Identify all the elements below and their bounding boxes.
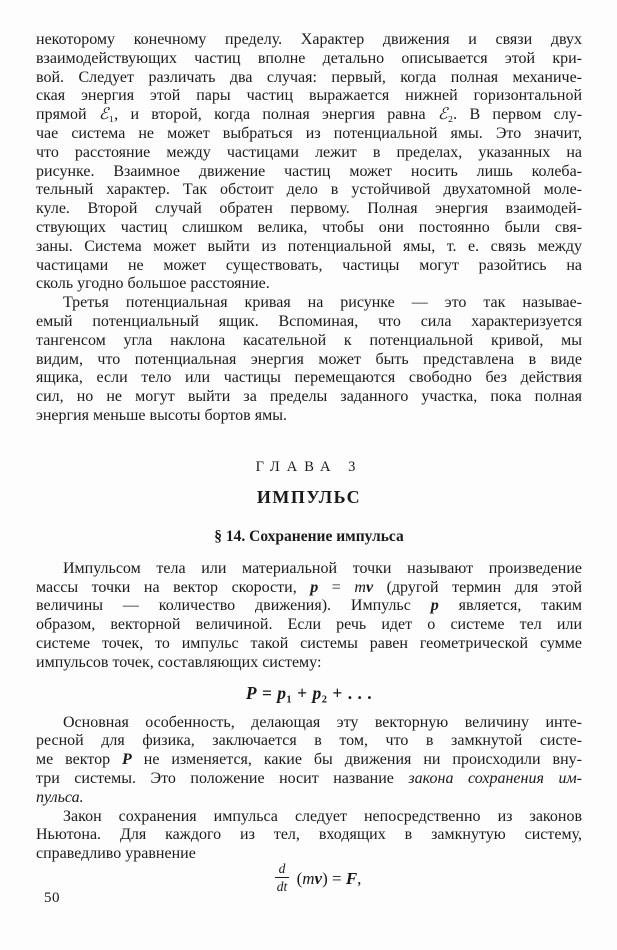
fraction-denominator: dt [276, 879, 288, 895]
text-line [36, 163, 582, 182]
text-run: куле. Второй случай обратен первому. Полная энергия взаимодей- [36, 200, 582, 218]
text-run: p [312, 682, 322, 703]
paragraph [36, 714, 582, 808]
formula-newton [36, 860, 582, 898]
text-run: , [357, 868, 362, 888]
text-run: емый потенциальный ящик. Вспоминая, что сила характеризуется [36, 312, 582, 330]
text-run: ₂ [447, 106, 454, 124]
text-line [36, 31, 582, 50]
text-run: тангенсом угла наклона касательной к потенциальной кривой, мы [36, 331, 582, 349]
text-run: ₁ [108, 106, 115, 124]
text-run: не изменяется, какие бы движения ни происходили вну- [131, 751, 582, 769]
text-line [36, 238, 582, 257]
text-run: сколь угодно большое расстояние. [36, 275, 270, 293]
text-run: P [122, 751, 132, 769]
text-run: ( [292, 868, 303, 888]
text-run: ℰ [98, 106, 109, 124]
text-run: Третья потенциальная кривая на рисунке — это так называе- [63, 294, 582, 312]
text-line [36, 332, 582, 351]
text-line [36, 714, 582, 733]
text-run: ящика, если тело или частицы перемещаются свободно без действия [36, 369, 582, 387]
text-line [36, 69, 582, 88]
text-line [36, 144, 582, 163]
text-run: ГЛАВА 3 [255, 458, 363, 475]
paragraph [36, 31, 582, 294]
text-run: вой. Следует различать два случая: первый, когда полная механиче- [36, 68, 582, 86]
text-run: некоторому конечному пределу. Характер движения и связи двух [36, 31, 582, 48]
text-run: p [430, 597, 439, 615]
text-run: + [292, 682, 313, 703]
text-run: чае система не может выбраться из потенциальной ямы. Это значит, [36, 124, 582, 142]
text-line [36, 732, 582, 751]
text-run: взаимодействующих частиц вполне детально описывается этой кри- [36, 49, 582, 67]
text-run: системе точек, то импульс такой системы равен геометрической сумме [36, 634, 582, 652]
text-line [36, 388, 582, 407]
text-line [36, 200, 582, 219]
text-run: величины — количество движения). Импульс [36, 597, 431, 615]
text-run: справедливо уравнение [36, 845, 196, 863]
text-run: F [345, 868, 358, 888]
text-run: + . . . [327, 682, 373, 703]
paragraph [36, 560, 582, 673]
text-line [36, 407, 582, 426]
section-title [36, 527, 582, 547]
text-line [36, 106, 582, 125]
text-run: ресной для физика, заключается в том, что в замкнутой систе- [36, 732, 582, 750]
text-run: импульсов точек, составляющих систему: [36, 653, 322, 671]
text-run: p [310, 578, 319, 596]
page-number: 50 [44, 890, 60, 906]
text-line [36, 826, 582, 845]
text-run: ℰ [437, 106, 448, 124]
chapter-title [36, 486, 582, 508]
text-run: Импульсом тела или материальной точки называют произведение [63, 559, 582, 577]
text-line [36, 770, 582, 789]
text-run: P [245, 682, 258, 703]
text-run: пульса. [36, 788, 84, 806]
text-line [36, 313, 582, 332]
text-line [36, 50, 582, 69]
fraction-numerator: d [275, 862, 290, 879]
text-line [36, 597, 582, 616]
text-run: m [354, 578, 366, 596]
text-run: тельный характер. Так обстоит дело в устойчивой двухатомной моле- [36, 181, 582, 199]
text-line [36, 181, 582, 200]
text-run: ₁ [286, 682, 293, 703]
chapter-label [36, 458, 582, 477]
text-run: видим, что потенциальная энергия может быть представлена в виде [36, 350, 582, 368]
text-run: Ньютона. Для каждого из тел, входящих в замкнутую систему, [36, 826, 582, 844]
text-run: образом, векторной величиной. Если речь идет о системе тел или [36, 616, 582, 634]
text-line [36, 257, 582, 276]
text-line [36, 751, 582, 770]
paragraph [36, 808, 582, 864]
text-line [36, 369, 582, 388]
text-line [36, 294, 582, 313]
text-run: закона сохранения им- [408, 769, 582, 787]
text-run: p [277, 682, 287, 703]
text-run: ствующих частиц слишком велика, чтобы они постоянно были свя- [36, 218, 582, 236]
text-column [36, 31, 582, 898]
text-line [36, 351, 582, 370]
text-run: Основная особенность, делающая эту векторную величину инте- [63, 713, 582, 731]
text-line [36, 219, 582, 238]
text-run: (другой термин для этой [373, 578, 583, 596]
text-line [36, 808, 582, 827]
text-run: ₂ [321, 682, 328, 703]
text-run: заны. Система может выйти из потенциальной ямы, т. е. связь между [36, 237, 582, 255]
text-run: является, таким [438, 597, 583, 615]
fraction [275, 862, 290, 894]
text-run: Закон сохранения импульса следует непосредственно из законов [63, 807, 582, 825]
text-run: ская энергия этой пары частиц выражается нижней горизонтальной [36, 87, 582, 105]
text-run: ме вектор [36, 751, 123, 769]
paragraph [36, 294, 582, 426]
text-line [36, 789, 582, 808]
text-run: ) = [322, 868, 346, 888]
text-run: v [365, 578, 374, 596]
text-run: . В первом слу- [453, 106, 583, 124]
text-run: сил, но не могут выйти за пределы заданного участка, пока полная [36, 388, 582, 406]
text-run: = [257, 682, 278, 703]
text-line [36, 616, 582, 635]
text-run: энергия меньше высоты бортов ямы. [36, 406, 287, 424]
text-line [36, 275, 582, 294]
text-line [36, 87, 582, 106]
text-run: v [314, 868, 323, 888]
text-line [36, 654, 582, 673]
formula-momentum [36, 682, 582, 704]
text-run: m [302, 868, 315, 888]
text-run: три системы. Это положение носит название [36, 769, 409, 787]
text-run: § 14. Сохранение импульса [214, 527, 404, 545]
text-line [36, 125, 582, 144]
text-run: частицами не может существовать, частицы могут разойтись на [36, 256, 582, 274]
text-run: , и второй, когда полная энергия равна [114, 106, 438, 124]
text-run: прямой [36, 106, 99, 124]
text-line [36, 560, 582, 579]
text-run: массы точки на вектор скорости, [36, 578, 311, 596]
text-run: рисунке. Взаимное движение частиц может носить лишь колеба- [36, 162, 582, 180]
text-run: что расстояние между частицами лежит в пределах, указанных на [36, 143, 582, 161]
text-run: = [318, 578, 355, 596]
text-run: ИМПУЛЬС [256, 486, 362, 507]
text-line [36, 579, 582, 598]
text-line [36, 635, 582, 654]
